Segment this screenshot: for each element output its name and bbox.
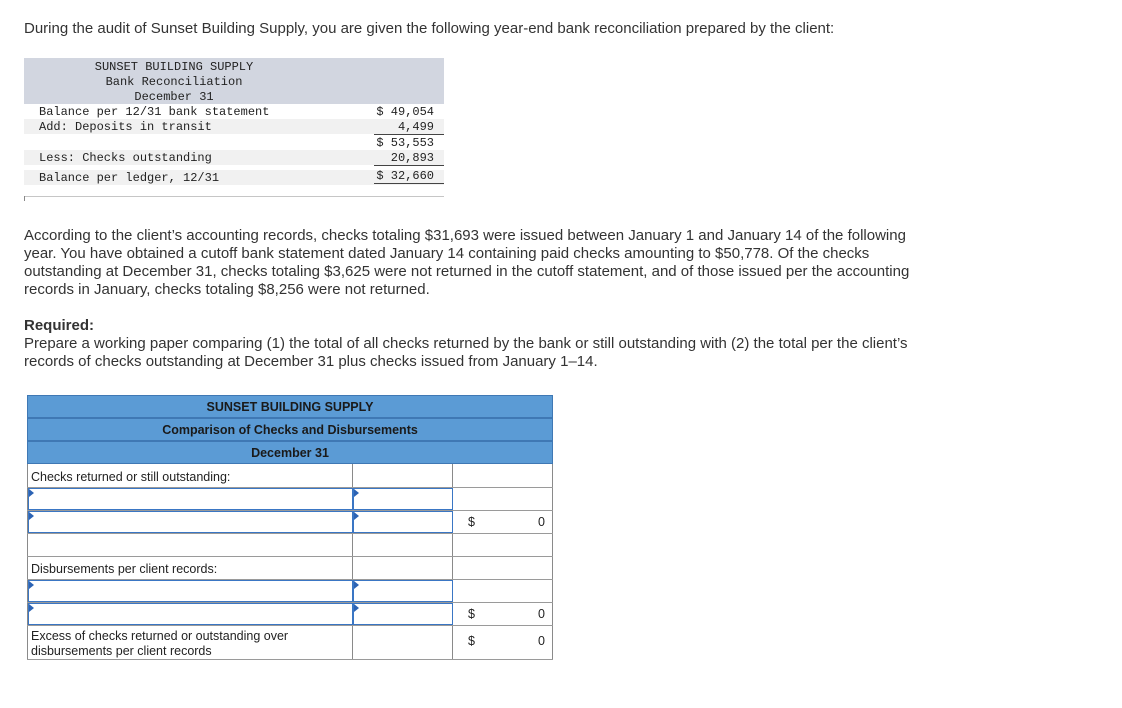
dropdown-flag-icon: [354, 604, 359, 612]
amount-rule: [374, 134, 444, 135]
amount-input-2[interactable]: [353, 511, 453, 533]
total-disbursements-value: 0: [538, 607, 545, 621]
row-amount: $ 49,054: [376, 105, 434, 119]
dropdown-flag-icon: [354, 581, 359, 589]
required-heading: Required:: [24, 317, 95, 334]
dropdown-flag-icon: [354, 512, 359, 520]
row-divider: [27, 556, 553, 557]
worksheet-title: Comparison of Checks and Disbursements: [27, 418, 553, 441]
paragraph-line: According to the client’s accounting records, checks totaling $31,693 were issued between January 1 and January 14 of the following: [24, 227, 906, 244]
excess-label-line: disbursements per client records: [31, 644, 212, 658]
table-border: [552, 464, 553, 660]
currency-symbol: $: [468, 607, 475, 621]
excess-label-line: Excess of checks returned or outstanding over: [31, 629, 289, 643]
row-label: Balance per ledger, 12/31: [39, 171, 220, 185]
reconciliation-company: SUNSET BUILDING SUPPLY: [94, 60, 254, 74]
paragraph-line: records in January, checks totaling $8,256 were not returned.: [24, 281, 430, 298]
description-input-3[interactable]: [28, 580, 353, 602]
excess-value: 0: [538, 634, 545, 648]
reconciliation-bottom-rule: [24, 196, 444, 197]
dropdown-flag-icon: [29, 489, 34, 497]
scroll-marker: [24, 196, 25, 201]
currency-symbol: $: [468, 515, 475, 529]
row-amount: $ 32,660: [376, 169, 434, 183]
worksheet-company: SUNSET BUILDING SUPPLY: [27, 395, 553, 418]
amount-input-1[interactable]: [353, 488, 453, 510]
required-line: records of checks outstanding at December 31 plus checks issued from January 1–14.: [24, 353, 598, 370]
required-line: Prepare a working paper comparing (1) the total of all checks returned by the bank or still outstanding with (2) the total per the client’s: [24, 335, 908, 352]
description-input-2[interactable]: [28, 511, 353, 533]
amount-input-3[interactable]: [353, 580, 453, 602]
row-label: Add: Deposits in transit: [39, 120, 212, 134]
amount-rule: [374, 165, 444, 166]
dropdown-flag-icon: [29, 512, 34, 520]
amount-input-4[interactable]: [353, 603, 453, 625]
worksheet-date: December 31: [27, 441, 553, 464]
row-amount: 20,893: [390, 151, 434, 165]
section-checks-returned-label: Checks returned or still outstanding:: [31, 470, 231, 484]
paragraph-line: outstanding at December 31, checks totaling $3,625 were not returned in the cutoff statement, and of those issued per the accounting: [24, 263, 910, 280]
dropdown-flag-icon: [354, 489, 359, 497]
amount-rule: [374, 183, 444, 184]
dropdown-flag-icon: [29, 604, 34, 612]
paragraph-line: year. You have obtained a cutoff bank statement dated January 14 containing paid checks amounting to $50,778. Of the checks: [24, 245, 870, 262]
row-label: Less: Checks outstanding: [39, 151, 212, 165]
case-paragraph: [24, 227, 974, 299]
reconciliation-date: December 31: [134, 90, 214, 104]
description-input-1[interactable]: [28, 488, 353, 510]
intro-text: During the audit of Sunset Building Supply, you are given the following year-end bank reconciliation prepared by the client:: [24, 20, 835, 37]
excess-label: [31, 629, 288, 659]
currency-symbol: $: [468, 634, 475, 648]
dropdown-flag-icon: [29, 581, 34, 589]
row-label: Balance per 12/31 bank statement: [39, 105, 270, 119]
row-amount: 4,499: [397, 120, 434, 134]
reconciliation-title: Bank Reconciliation: [105, 75, 243, 89]
section-disbursements-label: Disbursements per client records:: [31, 562, 218, 576]
row-amount: $ 53,553: [376, 136, 434, 150]
row-divider: [27, 533, 553, 534]
required-section: [24, 317, 974, 371]
description-input-4[interactable]: [28, 603, 353, 625]
row-divider: [27, 625, 553, 626]
total-returned-value: 0: [538, 515, 545, 529]
bank-reconciliation: [24, 58, 444, 201]
row-divider: [27, 659, 553, 660]
working-paper-table: [27, 395, 553, 661]
